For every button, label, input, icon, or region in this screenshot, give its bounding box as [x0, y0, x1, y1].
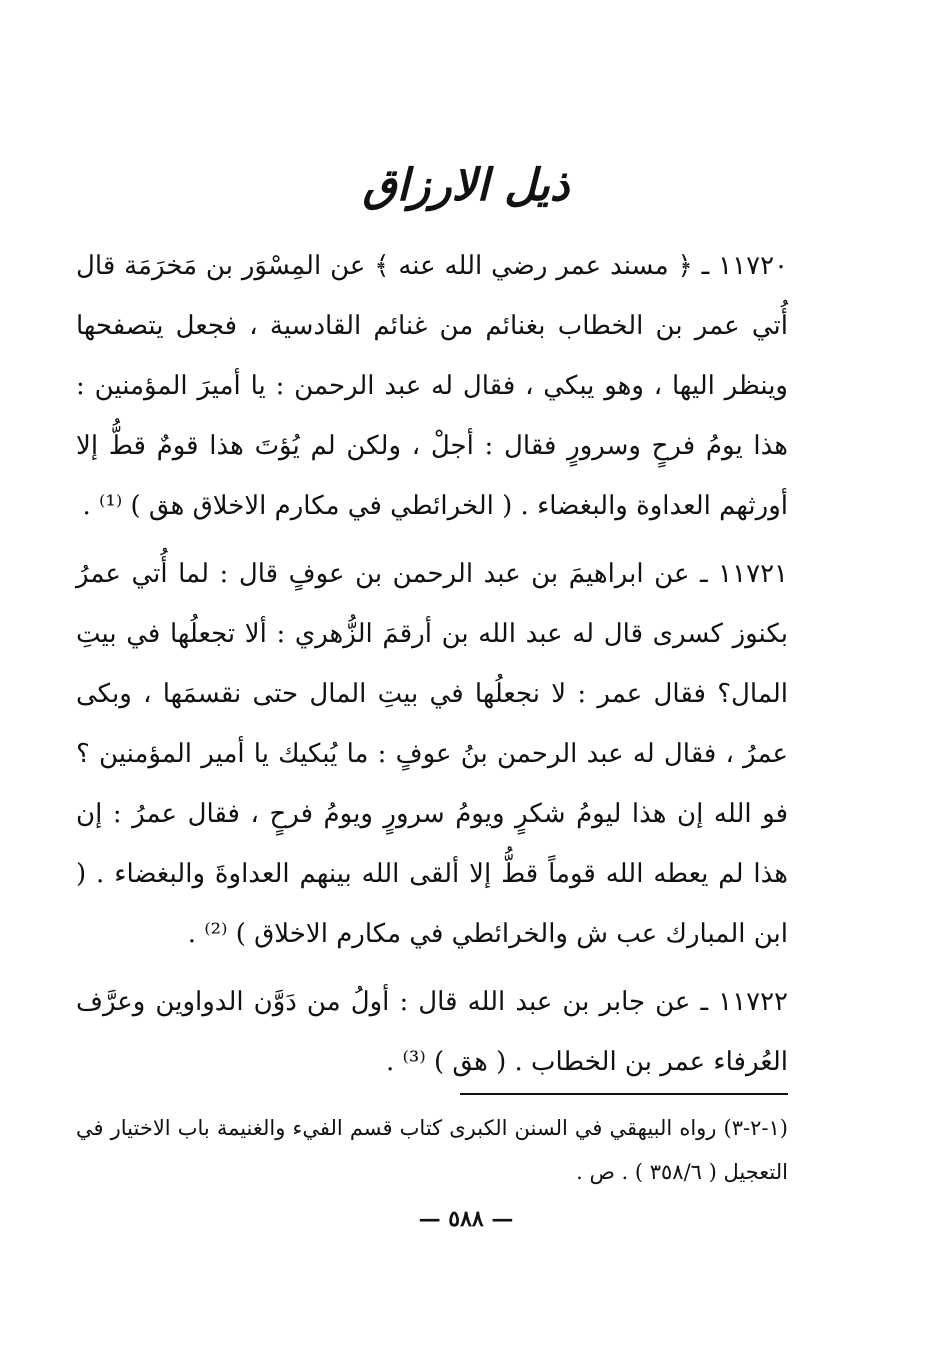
hadith-11720: ١١٧٢٠ ـ ﴿ مسند عمر رضي الله عنه ﴾ عن المِسْوَر بن مَخرَمَة قال أُتي عمر بن الخطاب بغنائم من غنائم القادسية ، فجعل يتصفحها وينظر اليها ، وهو يبكي ، فقال له عبد الرحمن : يا أميرَ المؤمنين : هذا يومُ فرحٍ وسرورٍ فقال : أجلْ ، ولكن لم يُؤتَ هذا قومٌ قطُّ إلا أورثهم العداوة والبغضاء . ( الخرائطي في مكارم الاخلاق هق ) ⁽¹⁾ .: [76, 251, 788, 521]
page-title: ذيل الارزاق: [362, 160, 570, 211]
footnote-divider: [460, 1093, 788, 1095]
main-text: [76, 236, 788, 1100]
hadith-11721: ١١٧٢١ ـ عن ابراهيمَ بن عبد الرحمن بن عوفٍ قال : لما أُتي عمرُ بكنوز كسرى قال له عبد الله بن أرقمَ الزُّهري : ألا تجعلُها في بيتِ المال؟ فقال عمر : لا نجعلُها في بيتِ المال حتى نقسمَها ، وبكى عمرُ ، فقال له عبد الرحمن بنُ عوفٍ : ما يُبكيك يا أمير المؤمنين ؟ فو الله إن هذا ليومُ شكرٍ ويومُ سرورٍ ويومُ فرحٍ ، فقال عمرُ : إن هذا لم يعطه الله قوماً قطُّ إلا ألقى الله بينهم العداوةَ والبغضاء . ( ابن المبارك عب ش والخرائطي في مكارم الاخلاق ) ⁽²⁾ .: [76, 559, 788, 949]
page-number: — ٥٨٨ —: [418, 1206, 514, 1232]
hadith-11722: ١١٧٢٢ ـ عن جابر بن عبد الله قال : أولُ من دَوَّن الدواوين وعرَّف العُرفاء عمر بن الخطاب . ( هق ) ⁽³⁾ .: [76, 987, 788, 1077]
footnote: (١-٢-٣) رواه البيهقي في السنن الكبرى كتاب قسم الفيء والغنيمة باب الاختيار في التعجيل ( ٣٥٨/٦ ) . ص .: [76, 1116, 788, 1184]
